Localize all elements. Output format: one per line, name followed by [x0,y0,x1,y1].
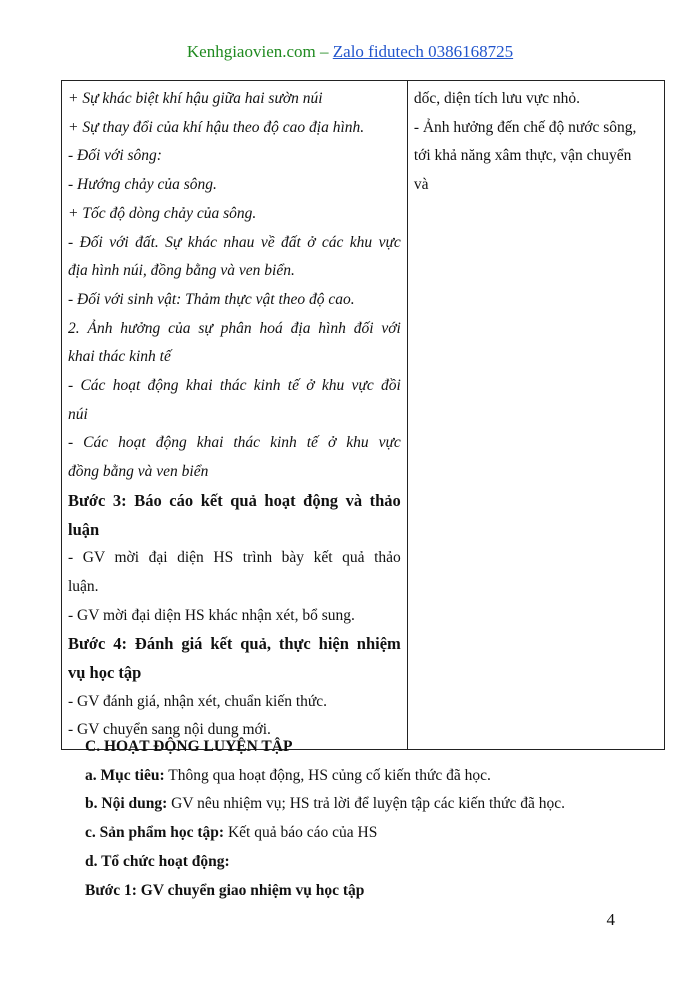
left-line: - Đối với sông: [68,147,162,165]
content-text: GV nêu nhiệm vụ; HS trả lời để luyện tập các kiến thức đã học. [167,795,565,813]
product-text: Kết quả báo cáo của HS [224,824,378,842]
content-table [61,80,665,750]
left-line: núi [68,405,88,423]
section-c-title: C. HOẠT ĐỘNG LUYỆN TẬP [85,738,293,755]
page-number: 4 [606,910,615,929]
left-line: + Sự thay đổi của khí hậu theo độ cao địa hình. [68,118,365,136]
left-line: - Đối với đất. Sự khác nhau về đất ở các khu vực [68,233,401,251]
objective-label: a. Mục tiêu: [85,766,165,784]
step3-title-cont: luận [68,519,100,539]
step1-title: Bước 1: GV chuyển giao nhiệm vụ học tập [85,881,365,899]
left-line: địa hình núi, đồng bằng và ven biển. [68,262,295,280]
step3-line: luận. [68,577,99,595]
right-line: và [413,176,429,194]
left-line: - Các hoạt động khai thác kinh tế ở khu vực đồi [68,377,401,395]
right-column [407,81,664,750]
left-line: - Các hoạt động khai thác kinh tế ở khu vực [68,434,401,452]
organization-label: d. Tổ chức hoạt động: [85,852,230,870]
section-c [85,733,645,905]
product-label: c. Sản phẩm học tập: [85,824,225,842]
step3-title: Bước 3: Báo cáo kết quả hoạt động và thảo [68,490,401,510]
contact-link[interactable]: Zalo fidutech 0386168725 [332,42,514,61]
objective-line [85,762,645,791]
right-line: - Ảnh hưởng đến chế độ nước sông, [413,118,637,136]
left-line: đồng bằng và ven biển [68,463,209,481]
left-line: - Đối với sinh vật: Thảm thực vật theo độ cao. [68,290,355,308]
left-line: + Sự khác biệt khí hậu giữa hai sườn núi [68,90,323,107]
right-line: tới khả năng xâm thực, vận chuyển [413,147,632,165]
step4-title: Bước 4: Đánh giá kết quả, thực hiện nhiệm [68,634,401,654]
step4-line: - GV đánh giá, nhận xét, chuẩn kiến thức. [68,692,328,710]
step4-title-cont: vụ học tập [68,663,142,683]
content-label: b. Nội dung: [85,795,168,813]
content-line [85,790,645,819]
left-line: 2. Ảnh hưởng của sự phân hoá địa hình đối với [68,319,401,337]
site-name[interactable]: Kenhgiaovien.com [186,42,316,61]
objective-text: Thông qua hoạt động, HS củng cố kiến thức đã học. [164,766,491,784]
left-line: khai thác kinh tế [68,348,171,366]
left-line: + Tốc độ dòng chảy của sông. [68,204,257,222]
step3-line: - GV mời đại diện HS khác nhận xét, bổ sung. [68,606,355,624]
page-header [0,42,700,62]
left-column [62,81,408,750]
right-line: dốc, diện tích lưu vực nhỏ. [413,90,580,107]
step4-line: - GV chuyển sang nội dung mới. [68,721,271,739]
product-line [85,819,645,848]
header-separator: – [315,42,333,61]
step3-line: - GV mời đại diện HS trình bày kết quả thảo [68,549,401,567]
left-line: - Hướng chảy của sông. [68,176,217,194]
